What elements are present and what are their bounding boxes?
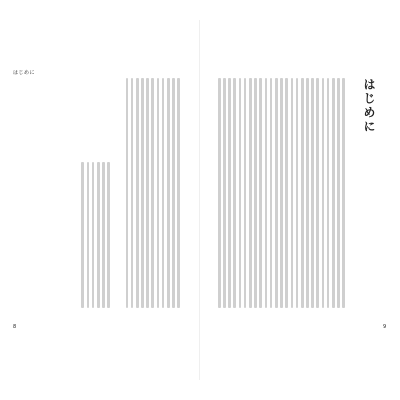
text-column xyxy=(239,78,242,308)
text-column xyxy=(157,78,160,308)
text-column xyxy=(218,78,221,308)
text-column xyxy=(249,78,252,308)
text-column xyxy=(97,162,100,308)
text-column xyxy=(102,162,105,308)
text-column xyxy=(87,162,90,308)
text-column xyxy=(107,162,110,308)
text-column xyxy=(244,78,247,308)
text-column xyxy=(151,78,154,308)
text-column xyxy=(131,78,134,308)
text-column xyxy=(280,78,283,308)
text-column xyxy=(141,78,144,308)
text-column xyxy=(259,78,262,308)
text-column xyxy=(177,78,180,308)
text-column xyxy=(306,78,309,308)
chapter-heading: はじめに xyxy=(362,78,376,134)
running-head: はじめに xyxy=(13,70,36,76)
text-column xyxy=(327,78,330,308)
text-column xyxy=(285,78,288,308)
text-column xyxy=(301,78,304,308)
left-page-text-block xyxy=(122,78,180,308)
gutter xyxy=(199,20,200,380)
text-column xyxy=(136,78,139,308)
text-column xyxy=(228,78,231,308)
text-column xyxy=(265,78,268,308)
text-column xyxy=(311,78,314,308)
text-column xyxy=(167,78,170,308)
text-column xyxy=(126,78,129,308)
text-column xyxy=(275,78,278,308)
text-column xyxy=(92,162,95,308)
text-column xyxy=(233,78,236,308)
text-column xyxy=(146,78,149,308)
text-column xyxy=(254,78,257,308)
text-column xyxy=(296,78,299,308)
text-column xyxy=(162,78,165,308)
text-column xyxy=(332,78,335,308)
text-column xyxy=(322,78,325,308)
text-column xyxy=(316,78,319,308)
text-column xyxy=(291,78,294,308)
page-number-left: 8 xyxy=(13,324,17,330)
page-number-right: 9 xyxy=(383,324,387,330)
right-page-text-block xyxy=(214,78,345,308)
text-column xyxy=(337,78,340,308)
text-column xyxy=(172,78,175,308)
text-column xyxy=(270,78,273,308)
text-column xyxy=(342,78,345,308)
text-column xyxy=(223,78,226,308)
text-column xyxy=(81,162,84,308)
left-page-text-block-lower xyxy=(80,162,110,308)
